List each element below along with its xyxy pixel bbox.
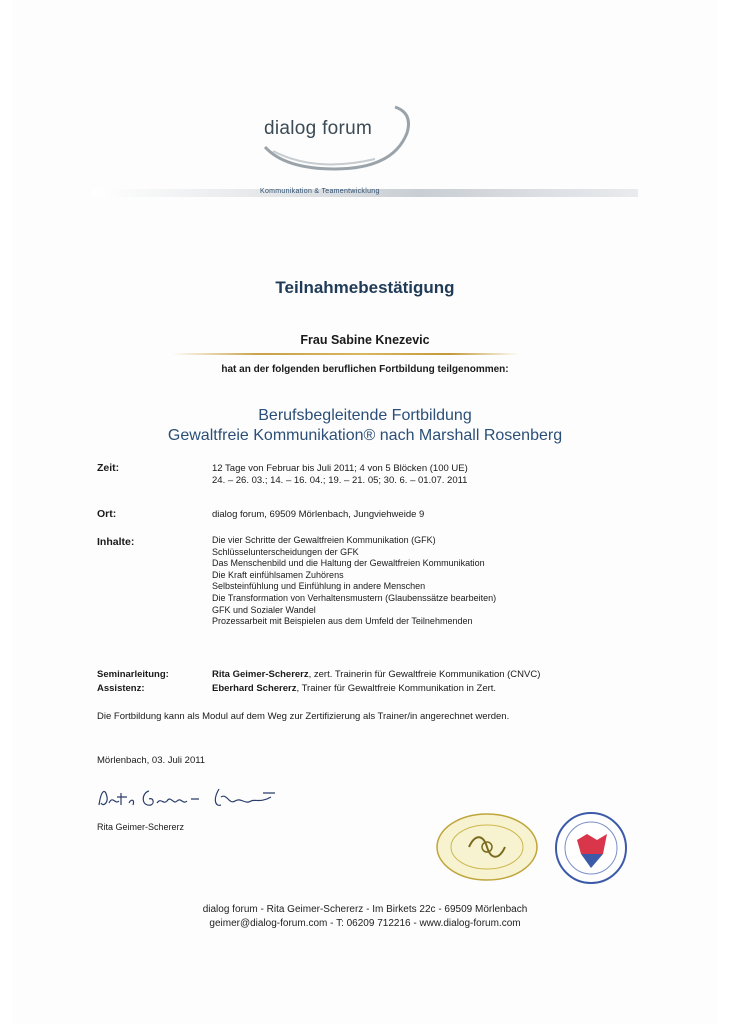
cnvc-seal	[435, 812, 539, 882]
handwritten-signature	[95, 783, 295, 813]
list-item: Selbsteinfühlung und Einfühlung in andere Menschen	[212, 581, 426, 592]
ort-value: dialog forum, 69509 Mörlenbach, Jungviehweide 9	[212, 509, 425, 520]
list-item: Die Transformation von Verhaltensmustern (Glaubenssätze bearbeiten)	[212, 592, 497, 603]
document-title: Teilnahmebestätigung	[275, 278, 455, 297]
list-item: Schlüsselunterscheidungen der GFK	[212, 546, 359, 557]
assist-desc: , Trainer für Gewaltfreie Kommunikation in Zert.	[296, 683, 497, 694]
footer-line-2: geimer@dialog-forum.com - T: 06209 712216 - www.dialog-forum.com	[209, 918, 521, 929]
seminar-label: Seminarleitung:	[97, 669, 169, 680]
course-line-2: Gewaltfreie Kommunikation® nach Marshall Rosenberg	[167, 427, 563, 444]
weiterbildung-hessen-seal	[553, 810, 629, 892]
assist-label: Assistenz:	[97, 683, 145, 694]
course-title	[0, 406, 730, 446]
seminar-desc: , zert. Trainerin für Gewaltfreie Kommunikation (CNVC)	[308, 669, 541, 680]
list-item: Die vier Schritte der Gewaltfreien Kommunikation (GFK)	[212, 535, 436, 545]
certification-note: Die Fortbildung kann als Modul auf dem Weg zur Zertifizierung als Trainer/in angerechnet werden.	[97, 711, 510, 722]
footer-line-1: dialog forum - Rita Geimer-Schererz - Im Birkets 22c - 69509 Mörlenbach	[202, 904, 528, 915]
seminar-name: Rita Geimer-Schererz	[212, 669, 309, 680]
zeit-line-2: 24. – 26. 03.; 14. – 16. 04.; 19. – 21. 05; 30. 6. – 01.07. 2011	[212, 475, 468, 486]
footer	[0, 903, 730, 931]
inhalte-list	[212, 535, 496, 628]
zeit-value	[212, 463, 468, 487]
place-date: Mörlenbach, 03. Juli 2011	[97, 755, 206, 766]
zeit-line-1: 12 Tage von Februar bis Juli 2011; 4 von 5 Blöcken (100 UE)	[212, 463, 468, 474]
list-item: Prozessarbeit mit Beispielen aus dem Umfeld der Teilnehmenden	[212, 616, 473, 627]
assistant-row	[97, 683, 496, 694]
logo-text: dialog forum	[264, 118, 373, 139]
course-line-1: Berufsbegleitende Fortbildung	[258, 407, 472, 424]
intro-text: hat an der folgenden beruflichen Fortbildung teilgenommen:	[221, 364, 509, 375]
signer-name: Rita Geimer-Schererz	[97, 822, 185, 832]
list-item: GFK und Sozialer Wandel	[212, 604, 316, 615]
assist-name: Eberhard Schererz	[212, 683, 297, 694]
header-tagline: Kommunikation & Teamentwicklung	[260, 188, 380, 195]
inhalte-label: Inhalte:	[97, 536, 135, 548]
list-item: Das Menschenbild und die Haltung der Gewaltfreien Kommunikation	[212, 558, 485, 569]
zeit-label: Zeit:	[97, 462, 120, 474]
recipient-name: Frau Sabine Knezevic	[300, 333, 430, 347]
gold-divider	[170, 353, 520, 355]
ort-label: Ort:	[97, 508, 117, 520]
list-item: Die Kraft einfühlsamen Zuhörens	[212, 569, 344, 580]
seminar-lead-row	[97, 669, 540, 680]
